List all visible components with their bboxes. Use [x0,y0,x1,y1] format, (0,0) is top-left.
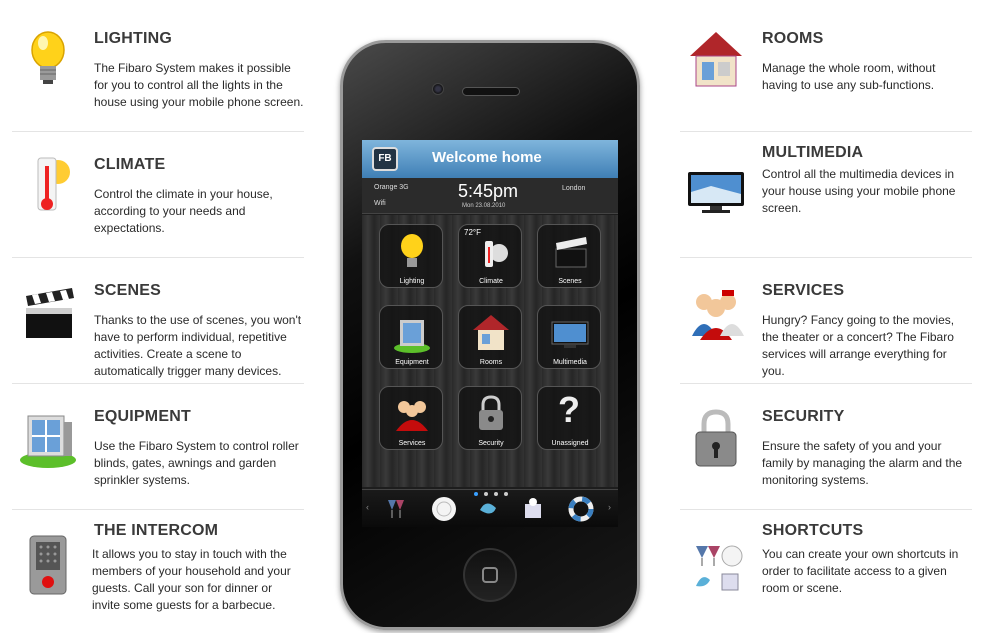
page-dot[interactable] [474,492,478,496]
iphone-mockup [340,40,640,630]
dock-prev-icon[interactable]: ‹ [366,502,369,512]
intercom-icon [18,530,78,598]
feature-description: You can create your own shortcuts in order to facilitate access to a given room or scene. [762,547,959,595]
people-icon [686,278,746,346]
feature-intercom [12,510,304,633]
clapperboard-icon [550,231,590,273]
tile-services[interactable] [379,386,443,450]
feature-shortcuts [680,510,972,633]
feature-title: SCENES [94,282,161,299]
feature-description: Use the Fibaro System to control roller blinds, gates, awnings and garden sprinkler systems. [94,439,299,487]
feature-description: Hungry? Fancy going to the movies, the theater or a concert? The Fibaro services will arrange everything for you. [762,313,955,378]
fibaro-logo: FB [372,147,398,171]
tile-label: Climate [479,278,503,285]
city-label: London [562,185,586,192]
feature-description: The Fibaro System makes it possible for you to control all the lights in the house using your mobile phone screen. [94,61,304,109]
tile-grid [362,215,618,487]
tile-rooms[interactable] [458,305,522,369]
tile-label: Unassigned [551,440,589,447]
feature-title: THE INTERCOM [94,522,219,539]
feature-title: LIGHTING [94,30,173,47]
temperature-label: 72°F [464,228,481,237]
welcome-title: Welcome home [432,149,542,166]
tile-label: Multimedia [553,359,587,366]
feature-title: SHORTCUTS [762,522,864,539]
feature-equipment [12,384,304,510]
people-icon [392,393,432,435]
app-header [362,140,618,178]
earpiece-speaker [462,87,520,96]
padlock-icon [686,404,746,472]
tile-label: Scenes [558,278,582,285]
status-panel [362,178,618,214]
window-blinds-icon [18,404,78,472]
feature-multimedia [680,132,972,258]
clapperboard-icon [18,278,78,346]
tv-icon [550,312,590,354]
page-dot[interactable] [504,492,508,496]
page-indicator[interactable] [474,483,514,501]
light-bulb-icon [18,26,78,94]
tile-label: Lighting [399,278,425,285]
tile-label: Equipment [395,359,429,366]
window-blinds-icon [392,312,432,354]
feature-services [680,258,972,384]
feature-description: Manage the whole room, without having to use any sub-functions. [762,61,936,92]
tile-scenes[interactable] [537,224,601,288]
lifebuoy-icon[interactable] [568,496,594,522]
home-square-icon [482,567,498,583]
tile-equipment[interactable] [379,305,443,369]
shortcuts-icon [686,530,746,598]
feature-security [680,384,972,510]
feature-title: SECURITY [762,408,845,425]
feature-title: CLIMATE [94,156,166,173]
front-camera [432,83,444,95]
feature-title: ROOMS [762,30,824,47]
thermometer-icon [471,231,511,273]
tile-multimedia[interactable] [537,305,601,369]
feature-lighting [12,6,304,132]
feature-description: Control all the multimedia devices in your house using your mobile phone screen. [762,167,956,215]
tile-climate[interactable] [458,224,522,288]
carrier-label: Orange 3G [374,184,409,191]
feature-rooms [680,6,972,132]
padlock-icon [471,393,511,435]
tile-label: Security [478,440,504,447]
wifi-label: Wifi [374,200,386,207]
feature-title: SERVICES [762,282,845,299]
feature-climate [12,132,304,258]
page-dot[interactable] [494,492,498,496]
feature-description: Thanks to the use of scenes, you won't have to perform individual, repetitive activities. Create a scene to automatically trigger many devices. [94,313,302,378]
feature-description: Control the climate in your house, according to your needs and expectations. [94,187,273,235]
question-mark-icon: ? [558,389,580,430]
tile-security[interactable] [458,386,522,450]
tv-icon [686,152,746,220]
feature-scenes [12,258,304,384]
clock-time: 5:45pm [458,181,519,201]
light-bulb-icon [392,231,432,273]
page-dot[interactable] [484,492,488,496]
cinema-icon[interactable] [520,496,546,522]
thermometer-icon [18,152,78,220]
dinner-plate-icon[interactable] [430,495,458,523]
clock-date: Mon 23.08.2010 [462,203,506,209]
tile-label: Rooms [479,359,503,366]
feature-title: MULTIMEDIA [762,144,864,161]
tile-unassigned[interactable] [537,386,601,450]
house-icon [471,312,511,354]
tile-lighting[interactable] [379,224,443,288]
feature-description: Ensure the safety of you and your family by managing the alarm and the monitoring systems. [762,439,963,487]
home-button[interactable] [463,548,517,602]
feature-title: EQUIPMENT [94,408,191,425]
tile-label: Services [398,440,426,447]
dock-next-icon[interactable]: › [608,502,611,512]
house-icon [686,26,746,94]
phone-screen [362,140,618,527]
feature-description: It allows you to stay in touch with the members of your household and your guests. Call your son for dinner or invite some guests for a barbecue. [92,547,291,612]
wine-glasses-icon[interactable] [384,496,408,522]
